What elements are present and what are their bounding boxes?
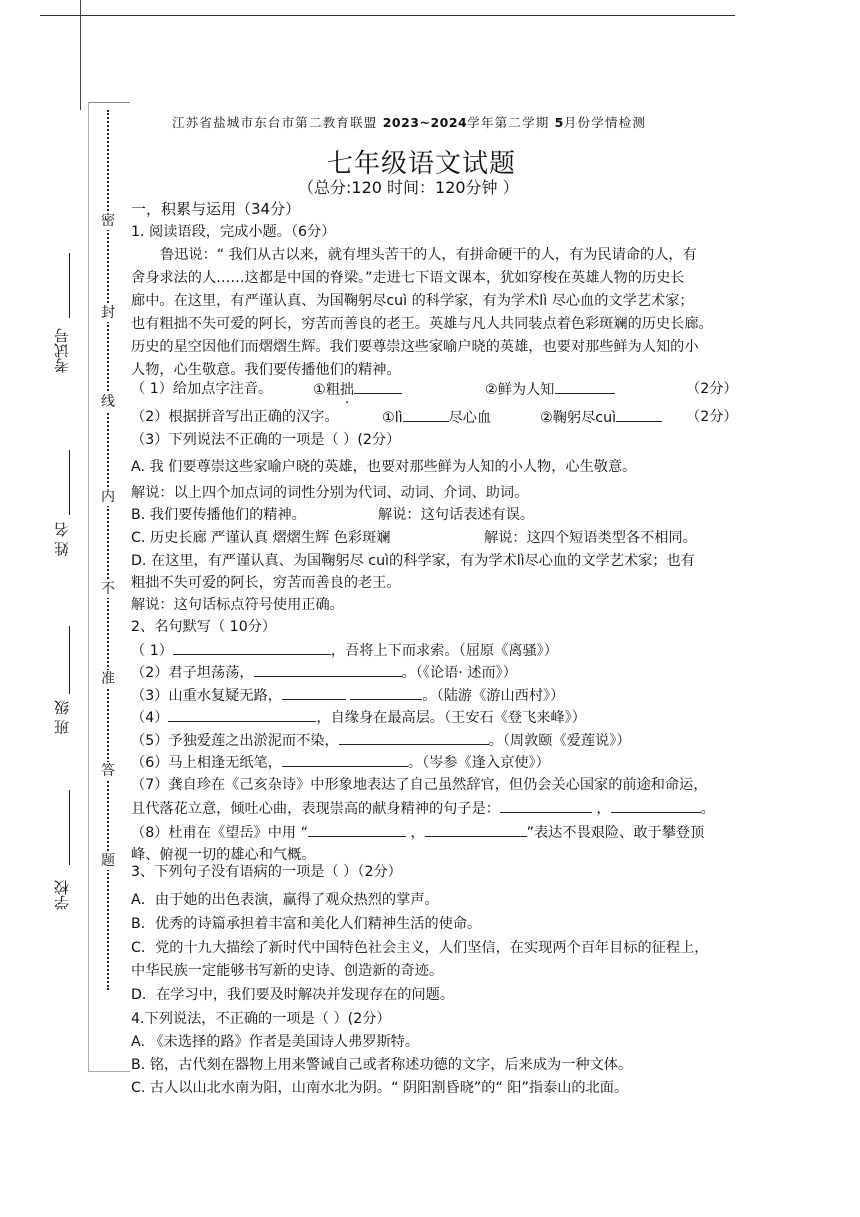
answer-blank[interactable] [350, 685, 422, 700]
q1-option-c-note: 解说：这四个短语类型各不相同。 [484, 530, 697, 546]
q2-item-8-cont: 峰、俯视一切的雄心和气概。 [131, 847, 316, 863]
answer-blank[interactable] [425, 822, 527, 837]
answer-blank[interactable] [500, 798, 592, 813]
header-years: 2023~2024 [382, 115, 468, 130]
q1-sub1 [131, 379, 272, 399]
q1-sub2-b: ②鞠躬尽cuì [540, 407, 662, 428]
margin-rule [80, 0, 81, 110]
top-rule [40, 15, 735, 16]
answer-blank[interactable] [282, 685, 346, 700]
class-label: 班 级 [53, 700, 71, 735]
answer-blank[interactable] [339, 730, 489, 745]
exam-header [172, 113, 646, 131]
answer-blank[interactable] [555, 379, 615, 394]
seal-char: 答 [101, 763, 115, 779]
seal-char: 线 [101, 394, 115, 410]
answer-blank[interactable] [611, 798, 701, 813]
answer-blank[interactable] [173, 640, 331, 655]
page-subtitle: （总分:120 时间：120分钟 ） [298, 178, 519, 197]
answer-blank[interactable] [354, 379, 402, 394]
q1-sub2-a: ①lì 尽心血 [382, 407, 491, 428]
q2-item-7-cont: 且代落花立意，倾吐心曲，表现崇高的献身精神的句子是： ， 。 [131, 798, 715, 819]
section-heading: 一，积累与运用（34分） [131, 200, 301, 218]
q1-sub1-label: （ 1）给加点字注音。 [131, 381, 273, 397]
exam-no-label: 考试号 [53, 328, 71, 373]
q2-item-1: （ 1） ，吾将上下而求索。（屈原《离骚》） [131, 640, 558, 661]
q3-stem: 3、下列句子没有语病的一项是（ ）（2分） [131, 864, 402, 880]
q2-item-4: （4） ，自缘身在最高层。（王安石《登飞来峰》） [131, 707, 586, 728]
q1-option-c: C. 历史长廊 严谨认真 熠熠生辉 色彩斑斓 [131, 530, 391, 546]
q2-stem: 2、名句默写（ 10分） [131, 619, 277, 635]
header-org: 江苏省盐城市东台市第二教育联盟 [172, 115, 378, 130]
q2-item-5: （5）予独爱莲之出淤泥而不染， 。（周敦颐《爱莲说》） [131, 730, 631, 751]
q3-option-b: B．优秀的诗篇承担着丰富和美化人们精神生活的使命。 [131, 916, 482, 932]
header-check: 月份学情检测 [563, 115, 647, 130]
q1-sub2-score: （2分） [686, 409, 738, 425]
name-line [69, 450, 70, 515]
seal-char: 封 [101, 305, 115, 321]
q4-option-b: B. 铭，古代刻在器物上用来警诫自己或者称述功德的文字，后来成为一种文体。 [131, 1057, 633, 1073]
passage-line: 廊中。在这里，有严谨认真、为国鞠躬尽cuì 的科学家，有为学术lì 尽心血的文学艺术家； [131, 293, 694, 309]
header-month: 5 [554, 115, 564, 130]
q3-option-c: C．党的十九大描绘了新时代中国特色社会主义，人们坚信，在实现两个百年目标的征程上， [131, 940, 709, 956]
q1-option-a: A. 我 们要尊崇这些家喻户晓的英雄，也要对那些鲜为人知的小人物，心生敬意。 [131, 459, 637, 475]
passage-line: 舍身求法的人……这都是中国的脊梁。”走进七下语文课本，犹如穿梭在英雄人物的历史长 [131, 270, 685, 286]
q1-sub1-score: （2分） [686, 381, 738, 397]
q4-option-a: A. 《未选择的路》作者是美国诗人弗罗斯特。 [131, 1034, 420, 1050]
q2-item-3: （3）山重水复疑无路， 。（陆游《游山西村》） [131, 685, 564, 706]
seal-char: 题 [101, 853, 115, 869]
passage-line: 鲁迅说：“ 我们从古以来，就有埋头苦干的人，有拼命硬干的人，有为民请命的人，有 [160, 247, 697, 263]
exam-no-line [69, 253, 70, 318]
q1-sub1-b: ②鲜为人知 [485, 379, 615, 400]
answer-blank[interactable] [168, 707, 316, 722]
seal-char: 密 [101, 213, 115, 229]
binding-frame-top [88, 102, 130, 103]
header-term: 学年第二学期 [467, 115, 550, 130]
q3-option-a: A．由于她的出色表演，赢得了观众热烈的掌声。 [131, 892, 439, 908]
seal-char: 准 [101, 671, 115, 687]
answer-blank[interactable] [254, 662, 402, 677]
q2-item-2: （2）君子坦荡荡， 。（《论语· 述而》） [131, 662, 517, 683]
q4-stem: 4.下列说法，不正确的一项是（ ）(2分） [131, 1011, 391, 1027]
q1-stem: 1. 阅读语段，完成小题。（6分） [131, 224, 336, 240]
q1-sub3: （3）下列说法不正确的一项是（ ）(2分） [131, 432, 401, 448]
passage-line: 历史的星空因他们而熠熠生辉。我们要尊崇这些家喻户晓的英雄，也要对那些鲜为人知的小 [131, 339, 699, 355]
seal-char: 不 [101, 581, 115, 597]
q1-option-d-note: 解说：这句话标点符号使用正确。 [131, 597, 344, 613]
class-line [69, 626, 70, 694]
passage-line: 人物，心生敬意。我们要传播他们的精神。 [131, 362, 401, 378]
q1-option-a-note: 解说：以上四个加点词的词性分别为代词、动词、介词、助词。 [131, 485, 529, 501]
q2-item-8: （8）杜甫在《望岳》中用 “ ， ”表达不畏艰险、敢于攀登顶 [131, 822, 704, 843]
q3-option-c-cont: 中华民族一定能够书写新的史诗、创造新的奇迹。 [131, 963, 444, 979]
q1-option-b-note: 解说：这句话表述有误。 [378, 507, 535, 523]
binding-frame-bottom [88, 1071, 130, 1072]
q1-option-d-cont: 粗拙不失可爱的阿长，穷苦而善良的老王。 [131, 575, 401, 591]
q1-option-d: D. 在这里，有严谨认真、为国鞠躬尽 cuì的科学家，有为学术lì尽心血的文学艺术家；也有 [131, 553, 695, 569]
binding-frame-left [88, 102, 89, 1072]
q2-item-7: （7）龚自珍在《己亥杂诗》中形象地表达了自己虽然辞官，但仍会关心国家的前途和命运， [131, 777, 708, 793]
school-line [69, 790, 70, 865]
name-label: 姓 名 [53, 522, 71, 557]
q1-sub2-label: （2）根据拼音写出正确的汉字。 [131, 409, 339, 425]
school-label: 学校 [53, 880, 71, 910]
q3-option-d: D．在学习中，我们要及时解决并发现存在的问题。 [131, 987, 455, 1003]
answer-blank[interactable] [308, 822, 406, 837]
q1-sub1-a: ①粗拙 [313, 379, 402, 400]
answer-blank[interactable] [282, 752, 408, 767]
answer-blank[interactable] [616, 407, 662, 422]
page-title: 七年级语文试题 [327, 149, 517, 179]
passage-line: 也有粗拙不失可爱的阿长，穷苦而善良的老王。英雄与凡人共同装点着色彩斑斓的历史长廊。 [131, 316, 713, 332]
seal-char: 内 [101, 489, 115, 505]
q1-option-b: B. 我们要传播他们的精神。 [131, 507, 306, 523]
answer-blank[interactable] [403, 407, 449, 422]
q4-option-c: C. 古人以山北水南为阳，山南水北为阴。“ 阴阳割昏晓”的“ 阳”指泰山的北面。 [131, 1080, 629, 1096]
q2-item-6: （6）马上相逢无纸笔， 。（岑参《逢入京使》） [131, 752, 550, 773]
